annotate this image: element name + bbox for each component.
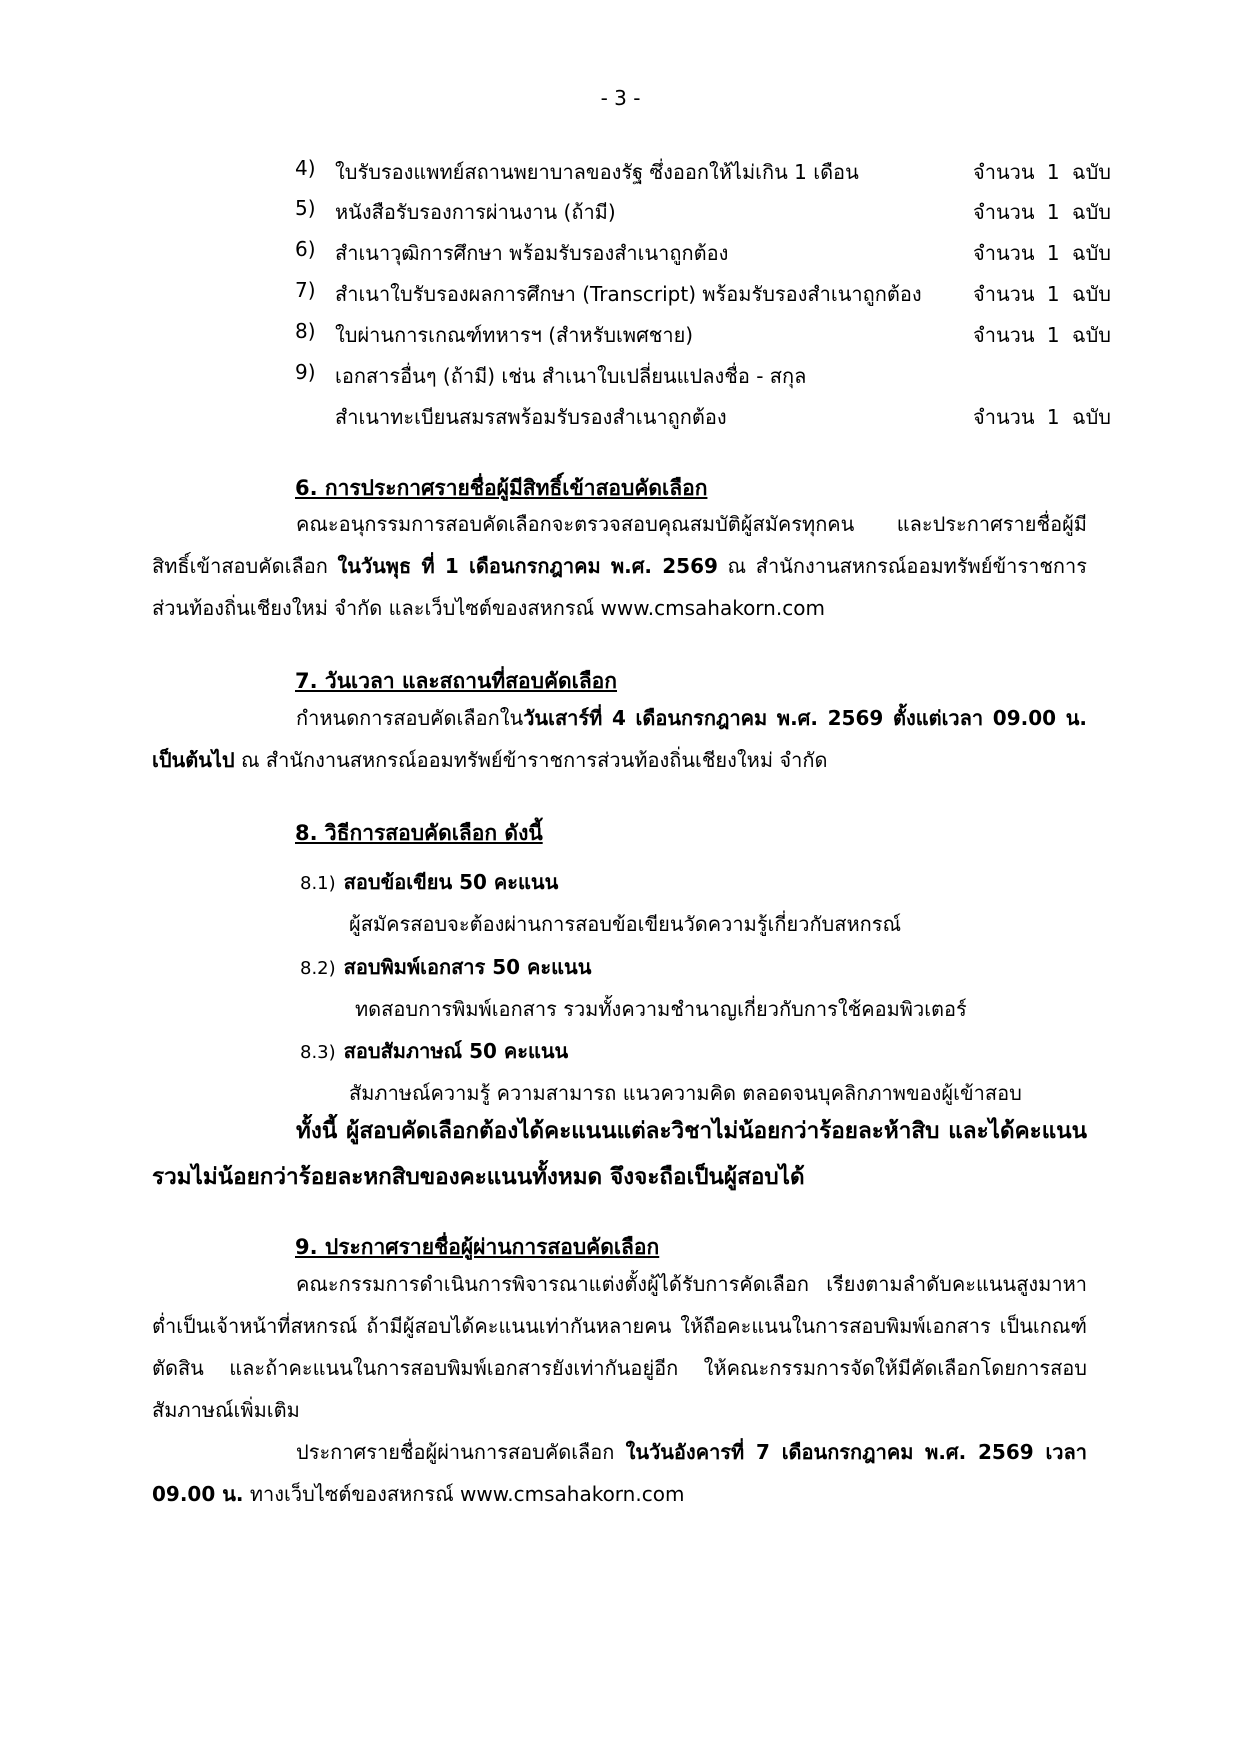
exam-item-name: สอบสัมภาษณ์ 50 คะแนน: [343, 1039, 569, 1063]
document-item-text: เอกสารอื่นๆ (ถ้ามี) เช่น สำเนาใบเปลี่ยนแปลงชื่อ - สกุล: [335, 364, 807, 388]
passing-criteria-note: ทั้งนี้ ผู้สอบคัดเลือกต้องได้คะแนนแต่ละวิชาไม่น้อยกว่าร้อยละห้าสิบ และได้คะแนนรวมไม่น้อยกว่าร้อยละหกสิบของคะแนนทั้งหมด จึงจะถือเป็นผู้สอบได้: [152, 1118, 1087, 1190]
document-item: [295, 278, 1125, 308]
document-item-quantity: จำนวน 1 ฉบับ: [973, 160, 1111, 184]
document-item: [295, 319, 1125, 349]
document-item: [295, 237, 1125, 267]
document-item-text: สำเนาวุฒิการศึกษา พร้อมรับรองสำเนาถูกต้อง: [335, 241, 729, 265]
exam-item-number: 8.1): [300, 873, 336, 894]
document-item-text: สำเนาทะเบียนสมรสพร้อมรับรองสำเนาถูกต้อง: [335, 405, 727, 429]
exam-item-title: [300, 1035, 568, 1067]
document-item: [295, 196, 1125, 226]
document-item-quantity: จำนวน 1 ฉบับ: [973, 282, 1111, 306]
section-6-location: ณ สำนักงานสหกรณ์ออมทรัพย์ข้าราชการส่วนท้องถิ่นเชียงใหม่ จำกัด และเว็บไซต์ของสหกรณ์ www.cmsahakorn.com: [152, 554, 1087, 620]
document-item-quantity: จำนวน 1 ฉบับ: [973, 405, 1111, 429]
section-7-heading: 7. วันเวลา และสถานที่สอบคัดเลือก: [295, 669, 618, 693]
exam-item-description: ผู้สมัครสอบจะต้องผ่านการสอบข้อเขียนวัดความรู้เกี่ยวกับสหกรณ์: [349, 912, 902, 936]
section-9-text: ประกาศรายชื่อผู้ผ่านการสอบคัดเลือก: [296, 1440, 626, 1464]
section-6-heading: 6. การประกาศรายชื่อผู้มีสิทธิ์เข้าสอบคัดเลือก: [295, 476, 708, 500]
document-item-number: 7): [295, 278, 316, 302]
exam-item-title: [300, 866, 558, 898]
exam-item-description: ทดสอบการพิมพ์เอกสาร รวมทั้งความชำนาญเกี่ยวกับการใช้คอมพิวเตอร์: [355, 997, 967, 1021]
document-item-number: 4): [295, 156, 316, 180]
section-6-date: ในวันพุธ ที่ 1 เดือนกรกฎาคม พ.ศ. 2569: [337, 554, 718, 578]
exam-item-name: สอบข้อเขียน 50 คะแนน: [343, 870, 559, 894]
section-9-heading: 9. ประกาศรายชื่อผู้ผ่านการสอบคัดเลือก: [295, 1235, 660, 1259]
exam-item-name: สอบพิมพ์เอกสาร 50 คะแนน: [343, 955, 592, 979]
document-item-number: 6): [295, 237, 316, 261]
section-7-text: กำหนดการสอบคัดเลือกใน: [296, 706, 524, 730]
exam-item-title: [300, 951, 591, 983]
document-item-text: หนังสือรับรองการผ่านงาน (ถ้ามี): [335, 200, 616, 224]
section-6-text: คณะอนุกรรมการสอบคัดเลือกจะตรวจสอบคุณสมบัติผู้สมัครทุกคน และประกาศรายชื่อผู้มีสิทธิ์เข้าสอบคัดเลือก: [152, 512, 1087, 578]
section-9-date: ในวันอังคารที่ 7 เดือนกรกฎาคม พ.ศ. 2569 เวลา 09.00 น.: [152, 1440, 1087, 1506]
document-item-text: ใบผ่านการเกณฑ์ทหารฯ (สำหรับเพศชาย): [335, 323, 694, 347]
document-item: [295, 156, 1125, 186]
document-item-number: 5): [295, 196, 316, 220]
page-number: - 3 -: [600, 86, 641, 110]
section-9-website: ทางเว็บไซต์ของสหกรณ์ www.cmsahakorn.com: [243, 1482, 685, 1506]
exam-item-description: สัมภาษณ์ความรู้ ความสามารถ แนวความคิด ตลอดจนบุคลิกภาพของผู้เข้าสอบ: [349, 1081, 1022, 1105]
section-9-paragraph-1: คณะกรรมการดำเนินการพิจารณาแต่งตั้งผู้ได้รับการคัดเลือก เรียงตามลำดับคะแนนสูงมาหาต่ำเป็นเจ้าหน้าที่สหกรณ์ ถ้ามีผู้สอบได้คะแนนเท่ากันหลายคน ให้ถือคะแนนในการสอบพิมพ์เอกสาร เป็นเกณฑ์ตัดสิน และถ้าคะแนนในการสอบพิมพ์เอกสารยังเท่ากันอยู่อีก ให้คณะกรรมการจัดให้มีคัดเลือกโดยการสอบสัมภาษณ์เพิ่มเติม: [152, 1272, 1087, 1422]
document-item-text: สำเนาใบรับรองผลการศึกษา (Transcript) พร้อมรับรองสำเนาถูกต้อง: [335, 282, 922, 306]
section-7-date: วันเสาร์ที่ 4 เดือนกรกฎาคม พ.ศ. 2569 ตั้งแต่เวลา 09.00 น. เป็นต้นไป: [152, 706, 1087, 772]
exam-item-number: 8.3): [300, 1042, 336, 1063]
section-9-paragraph-2: [152, 1431, 1087, 1515]
section-8-heading: 8. วิธีการสอบคัดเลือก ดังนี้: [295, 821, 543, 845]
document-item-quantity: จำนวน 1 ฉบับ: [973, 200, 1111, 224]
document-item-number: 8): [295, 319, 316, 343]
document-item: [295, 360, 1125, 390]
section-7-paragraph: [152, 697, 1087, 781]
section-7-location: ณ สำนักงานสหกรณ์ออมทรัพย์ข้าราชการส่วนท้องถิ่นเชียงใหม่ จำกัด: [234, 748, 828, 772]
document-item-number: 9): [295, 360, 316, 384]
document-item-text: ใบรับรองแพทย์สถานพยาบาลของรัฐ ซึ่งออกให้ไม่เกิน 1 เดือน: [335, 160, 859, 184]
section-6-paragraph: [152, 503, 1087, 629]
document-item: [295, 401, 1125, 431]
document-item-quantity: จำนวน 1 ฉบับ: [973, 241, 1111, 265]
document-item-quantity: จำนวน 1 ฉบับ: [973, 323, 1111, 347]
exam-item-number: 8.2): [300, 958, 336, 979]
